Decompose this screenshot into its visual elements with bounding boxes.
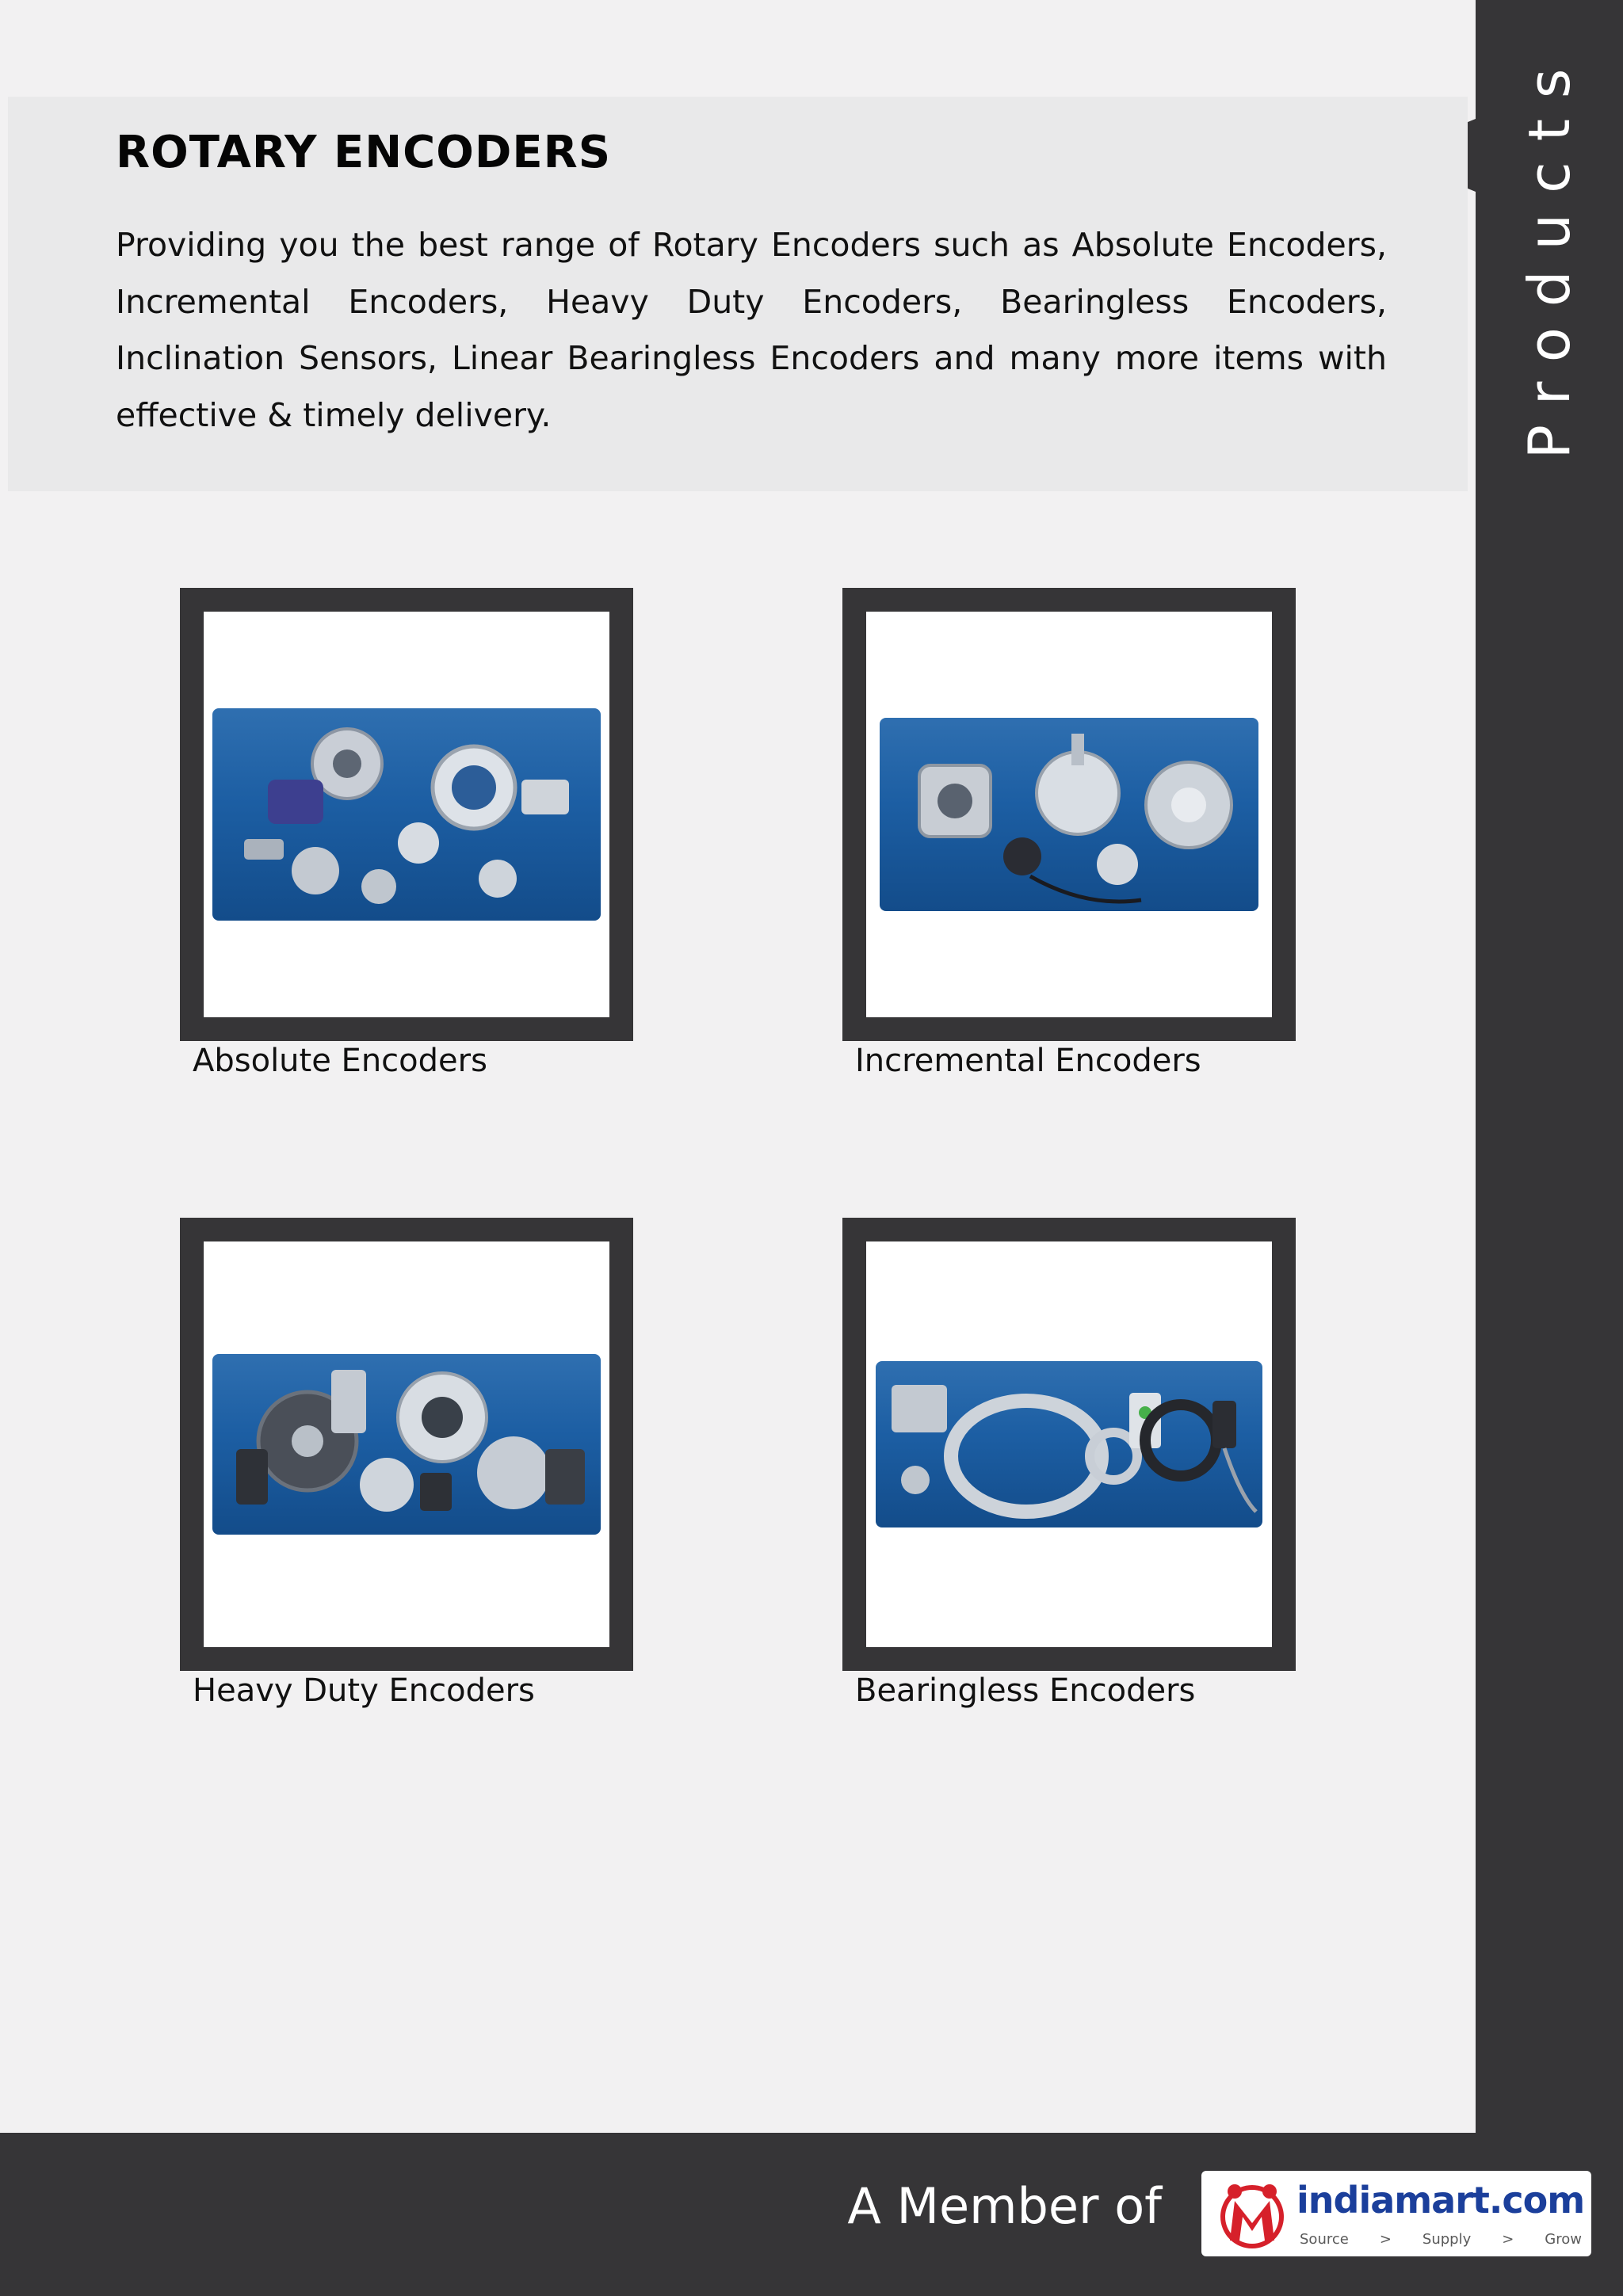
side-tab-label: Products: [1516, 48, 1583, 460]
encoder-photo-icon: [880, 718, 1258, 911]
product-image-mat: [204, 612, 609, 1017]
tagline-word: Supply: [1422, 2231, 1472, 2248]
product-caption[interactable]: Bearingless Encoders: [855, 1672, 1196, 1709]
product-image-frame[interactable]: [180, 1218, 633, 1671]
product-image-frame[interactable]: [842, 1218, 1296, 1671]
product-image-frame[interactable]: [180, 588, 633, 1041]
encoder-photo-icon: [876, 1361, 1262, 1527]
indiamart-m-icon: [1211, 2177, 1293, 2250]
encoder-photo-illustration: [212, 1354, 601, 1535]
product-caption[interactable]: Incremental Encoders: [855, 1043, 1201, 1079]
encoder-photo-icon: [212, 708, 601, 921]
product-image-mat: [866, 612, 1272, 1017]
product-image-frame[interactable]: [842, 588, 1296, 1041]
encoder-photo-illustration: [876, 1361, 1262, 1527]
encoder-photo-icon: [212, 1354, 601, 1535]
intro-paragraph: Providing you the best range of Rotary Encoders such as Absolute Encoders, Incremental Encoders, Heavy Duty Encoders, Bearingless Encoders, Inclination Sensors, Linear Bearingless Encoders and many more items with effective & timely delivery.: [116, 226, 1387, 434]
tagline-separator: >: [1502, 2231, 1514, 2248]
tagline-separator: >: [1379, 2231, 1392, 2248]
encoder-photo-illustration: [212, 708, 601, 921]
product-card-bearingless-encoders[interactable]: [842, 1218, 1296, 1709]
product-card-absolute-encoders[interactable]: [180, 588, 633, 1079]
indiamart-logo[interactable]: [1201, 2171, 1591, 2256]
indiamart-wordmark: indiamart.com: [1296, 2179, 1585, 2222]
indiamart-tagline: [1300, 2231, 1582, 2248]
product-card-heavy-duty-encoders[interactable]: [180, 1218, 633, 1709]
product-caption[interactable]: Absolute Encoders: [193, 1043, 487, 1079]
encoder-photo-illustration: [880, 718, 1258, 911]
product-card-incremental-encoders[interactable]: [842, 588, 1296, 1079]
tagline-word: Grow: [1545, 2231, 1582, 2248]
page-title: ROTARY ENCODERS: [116, 127, 612, 178]
product-caption[interactable]: Heavy Duty Encoders: [193, 1672, 535, 1709]
product-image-mat: [866, 1241, 1272, 1647]
tagline-word: Source: [1300, 2231, 1349, 2248]
member-of-text: A Member of: [847, 2177, 1162, 2235]
product-image-mat: [204, 1241, 609, 1647]
